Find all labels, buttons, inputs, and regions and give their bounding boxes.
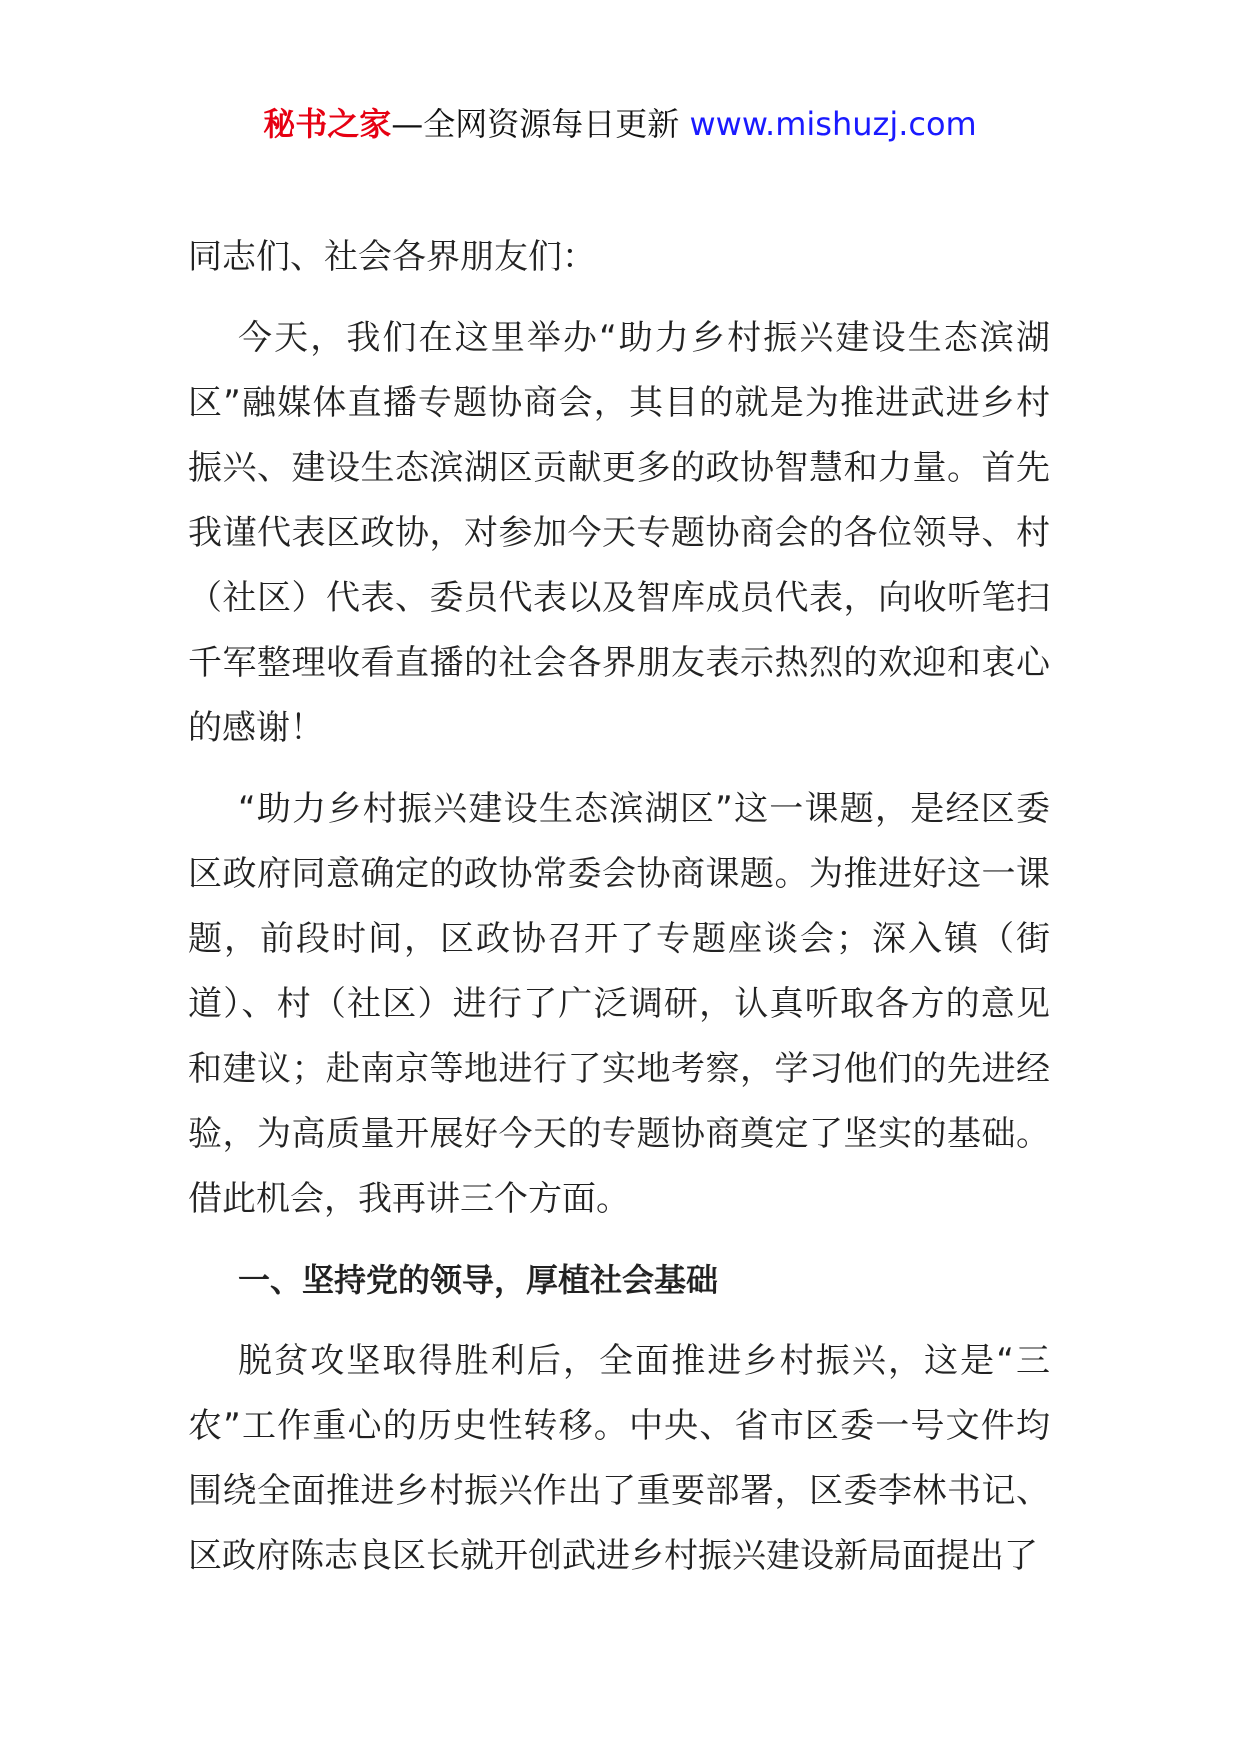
- greeting-line: 同志们、社会各界朋友们：: [188, 237, 596, 277]
- paragraph-opening: 今天，我们在这里举办“助力乡村振兴建设生态滨湖区”融媒体直播专题协商会，其目的就是为推进武进乡村振兴、建设生态滨湖区贡献更多的政协智慧和力量。首先我谨代表区政协，对参加今天专题协商会的各位领导、村（社区）代表、委员代表以及智库成员代表，向收听笔扫千军整理收看直播的社会各界朋友表示热烈的欢迎和衷心的感谢！: [188, 318, 1050, 748]
- site-header: [0, 100, 1240, 148]
- site-slogan: —全网资源每日更新: [391, 105, 680, 143]
- document-body: [188, 225, 1050, 1589]
- site-url-link[interactable]: www.mishuzj.com: [689, 105, 977, 143]
- section-heading-1: 一、坚持党的领导，厚植社会基础: [238, 1261, 719, 1299]
- paragraph-topic: “助力乡村振兴建设生态滨湖区”这一课题，是经区委区政府同意确定的政协常委会协商课题。为推进好这一课题，前段时间，区政协召开了专题座谈会；深入镇（街道）、村（社区）进行了广泛调研，认真听取各方的意见和建议；赴南京等地进行了实地考察，学习他们的先进经验，为高质量开展好今天的专题协商奠定了坚实的基础。借此机会，我再讲三个方面。: [188, 789, 1050, 1219]
- site-brand: 秘书之家: [263, 105, 392, 143]
- section-1-paragraph: 脱贫攻坚取得胜利后，全面推进乡村振兴，这是“三农”工作重心的历史性转移。中央、省市区委一号文件均围绕全面推进乡村振兴作出了重要部署，区委李林书记、区政府陈志良区长就开创武进乡村振兴建设新局面提出了: [188, 1341, 1050, 1576]
